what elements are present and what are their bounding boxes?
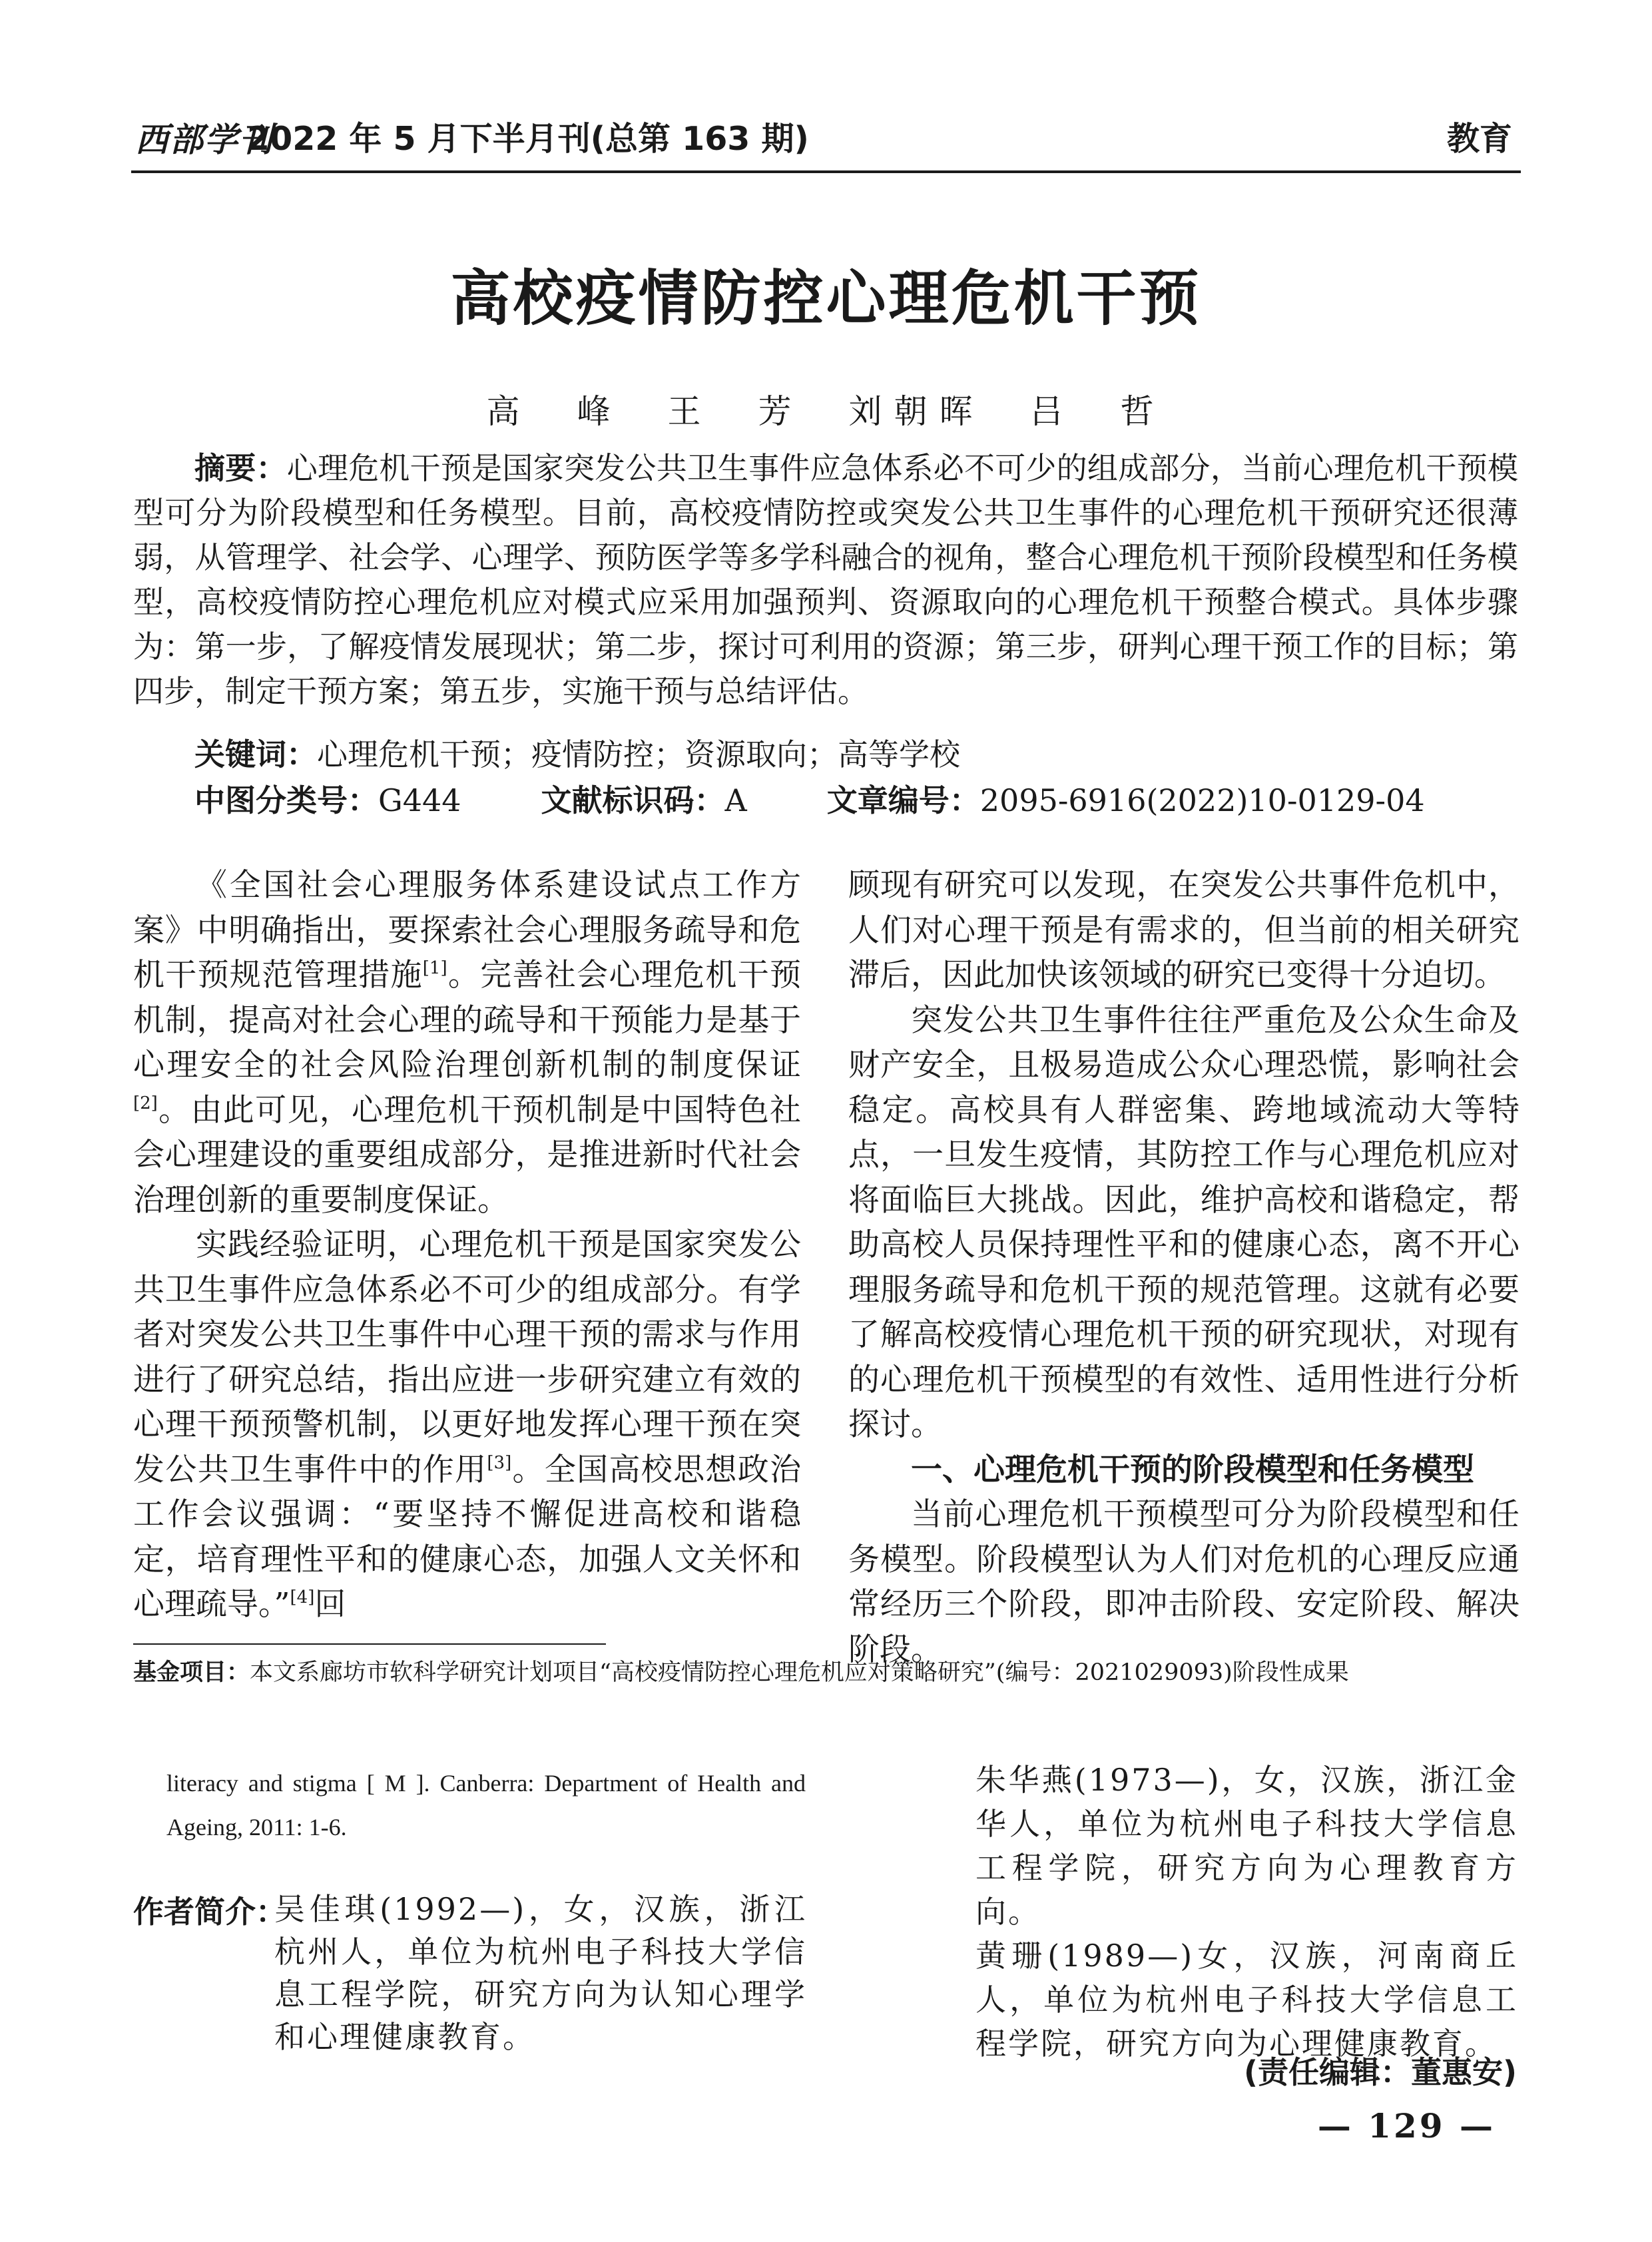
paragraph-text: 。全国高校思想政治工作会议强调：“要坚持不懈促进高校和谐稳定，培育理性平和的健康心态，加强人文关怀和心理疏导。” [133,1451,802,1623]
journal-logo: 西部学刊 [135,120,274,159]
issue-info: 2022 年 5 月下半月刊(总第 163 期) [247,120,809,158]
classification-line [194,776,1425,820]
footnote-rule [133,1643,606,1645]
funding-text: 本文系廊坊市软科学研究计划项目“高校疫情防控心理危机应对策略研究”(编号：2021029093)阶段性成果 [250,1659,1349,1686]
body-right-column [848,863,1519,1672]
body-left-column [133,863,801,1627]
author-bios-right [975,1758,1518,2066]
paragraph-text: 回 [314,1586,346,1623]
author-bio: 吴佳琪(1992—)，女，汉族，浙江杭州人，单位为杭州电子科技大学信息工程学院，研究方向为认知心理学和心理健康教育。 [274,1891,807,2055]
article-authors: 高 峰 王 芳 刘朝晖 吕 哲 [486,392,1166,431]
body-paragraph: 当前心理危机干预模型可分为阶段模型和任务模型。阶段模型认为人们对危机的心理反应通常经历三个阶段，即冲击阶段、安定阶段、解决阶段。 [848,1496,1519,1668]
keywords-label: 关键词： [194,736,317,772]
keywords [194,730,960,774]
keywords-text: 心理危机干预；疫情防控；资源取向；高等学校 [317,736,960,772]
citation-ref: [3] [487,1452,512,1473]
citation-ref: [4] [290,1587,315,1607]
citation-ref: [1] [422,958,447,978]
reference-continuation: literacy and stigma [ M ]. Canberra: Department of Health and Ageing, 2011: 1-6. [166,1770,806,1840]
article-number-value: 2095-6916(2022)10-0129-04 [979,782,1425,818]
paragraph-text: 。由此可见，心理危机干预机制是中国特色社会心理建设的重要组成部分，是推进新时代社会治理创新的重要制度保证。 [133,1091,801,1219]
header-rule [131,170,1521,173]
author-bio: 朱华燕(1973—)，女，汉族，浙江金华人，单位为杭州电子科技大学信息工程学院，研究方向为心理教育方向。 [975,1762,1518,1930]
section-name: 教育 [1446,120,1512,158]
paragraph-text: 实践经验证明，心理危机干预是国家突发公共卫生事件应急体系必不可少的组成部分。有学者对突发公共卫生事件中心理干预的需求与作用进行了研究总结，指出应进一步研究建立有效的心理干预预警机制，以更好地发挥心理干预在突发公共卫生事件中的作用 [133,1227,801,1488]
doc-code-label: 文献标识码： [541,782,725,818]
abstract-label: 摘要： [194,450,287,486]
citation-ref: [2] [133,1093,158,1113]
page-number: — 129 — [1317,2106,1496,2145]
responsible-editor: (责任编辑：董惠安) [1243,2054,1517,2090]
doc-code-value: A [724,782,747,818]
author-bio: 黄珊(1989—)女，汉族，河南商丘人，单位为杭州电子科技大学信息工程学院，研究方向为心理健康教育。 [975,1938,1518,2062]
body-paragraph: 突发公共卫生事件往往严重危及公众生命及财产安全，且极易造成公众心理恐慌，影响社会稳定。高校具有人群密集、跨地域流动大等特点，一旦发生疫情，其防控工作与心理危机应对将面临巨大挑战。因此，维护高校和谐稳定，帮助高校人员保持理性平和的健康心态，离不开心理服务疏导和危机干预的规范管理。这就有必要了解高校疫情心理危机干预的研究现状，对现有的心理危机干预模型的有效性、适用性进行分析探讨。 [848,1001,1519,1443]
funding-note [133,1654,1349,1687]
author-bio-label: 作者简介： [133,1894,286,1930]
body-paragraph: 顾现有研究可以发现，在突发公共事件危机中，人们对心理干预是有需求的，但当前的相关研究滞后，因此加快该领域的研究已变得十分迫切。 [848,867,1519,993]
article-title: 高校疫情防控心理危机干预 [450,263,1202,334]
clc-value: G444 [378,782,461,818]
paragraph-text: 。完善社会心理危机干预机制，提高对社会心理的疏导和干预能力是基于心理安全的社会风险治理创新机制的制度保证 [133,957,802,1083]
abstract-text: 心理危机干预是国家突发公共卫生事件应急体系必不可少的组成部分，当前心理危机干预模型可分为阶段模型和任务模型。目前，高校疫情防控或突发公共卫生事件的心理危机干预研究还很薄弱，从管理学、社会学、心理学、预防医学等多学科融合的视角，整合心理危机干预阶段模型和任务模型，高校疫情防控心理危机应对模式应采用加强预判、资源取向的心理危机干预整合模式。具体步骤为：第一步，了解疫情发展现状；第二步，探讨可利用的资源；第三步，研判心理干预工作的目标；第四步，制定干预方案；第五步，实施干预与总结评估。 [133,450,1519,709]
paragraph-text: 《全国社会心理服务体系建设试点工作方案》中明确指出，要探索社会心理服务疏导和危机干预规范管理措施 [133,867,801,993]
abstract [133,446,1518,714]
body-paragraph [133,1223,801,1627]
section-heading: 一、心理危机干预的阶段模型和任务模型 [911,1451,1474,1488]
funding-label: 基金项目： [133,1659,250,1686]
article-number-label: 文章编号： [826,782,980,818]
clc-label: 中图分类号： [194,782,378,818]
body-paragraph [133,863,801,1223]
